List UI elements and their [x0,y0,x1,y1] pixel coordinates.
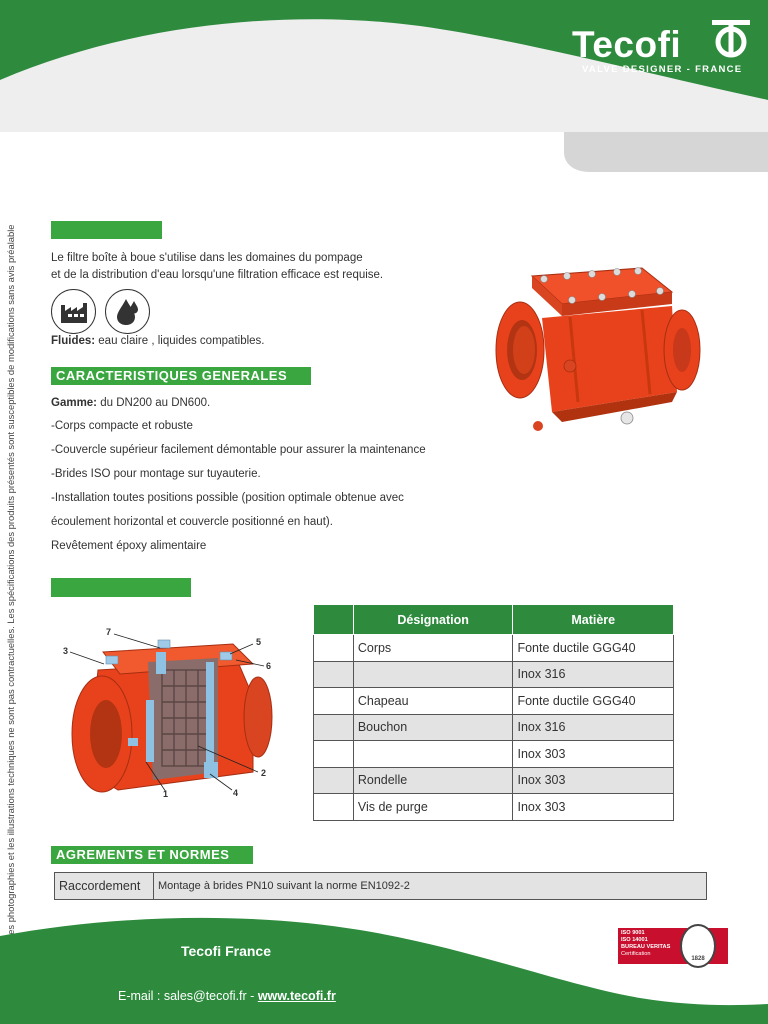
cell-matiere: Inox 303 [513,741,674,768]
section-header-materials [51,578,191,597]
col-header-matiere: Matière [513,605,674,635]
legal-disclaimer: Les photographies et les illustrations techniques ne sont pas contractuelles. Les spécifications des produits présentés sont susceptibles de modifications sans avis préalable [5,224,16,940]
table-row [314,794,674,821]
cell-designation: Vis de purge [353,794,513,821]
cert-body: BUREAU VERITAS [621,944,671,950]
cell-matiere: Inox 316 [513,714,674,741]
brand-logo-text: Tecofi [572,24,682,65]
cell-designation [353,661,513,688]
table-row [314,714,674,741]
cert-iso-9001: ISO 9001 [621,930,645,936]
cell-designation: Bouchon [353,714,513,741]
footer-contact [118,989,336,1003]
callout-1: 1 [163,789,169,799]
cutaway-diagram [58,622,280,802]
section-title-agrements: AGREMENTS ET NORMES [51,846,253,864]
feature-line: Revêtement époxy alimentaire [51,540,207,552]
water-drop-icon [105,289,150,334]
cell-designation: Rondelle [353,767,513,794]
col-header-num [314,605,354,635]
tecofi-logo-icon [708,18,754,60]
standards-table [54,872,707,900]
cell-designation [353,741,513,768]
footer-email[interactable]: E-mail : sales@tecofi.fr - [118,989,258,1003]
cell-designation: Corps [353,635,513,662]
callout-7: 7 [106,627,112,637]
gamme-value: du DN200 au DN600. [97,397,211,409]
col-header-designation: Désignation [353,605,513,635]
feature-line: -Brides ISO pour montage sur tuyauterie. [51,468,261,480]
cell-num [314,635,354,662]
cell-num [314,714,354,741]
callout-4: 4 [233,788,239,798]
intro-text [51,250,471,284]
cell-num [314,688,354,715]
fluids-label: Fluides: [51,335,96,347]
cell-matiere: Inox 303 [513,767,674,794]
footer-company: Tecofi France [181,943,271,959]
callout-6: 6 [266,661,272,671]
feature-line: -Installation toutes positions possible (position optimale obtenue avec [51,492,404,504]
brand-tagline: VALVE DESIGNER - FRANCE [582,64,743,75]
cell-num [314,661,354,688]
table-row [314,767,674,794]
gamme-line [51,397,210,409]
feature-line: -Corps compacte et robuste [51,420,193,432]
cell-designation: Chapeau [353,688,513,715]
table-header-row [314,605,674,635]
feature-line: écoulement horizontal et couvercle positionné en haut). [51,516,333,528]
certification-badge [618,928,728,972]
factory-icon [51,289,96,334]
table-row [314,688,674,715]
callout-5: 5 [256,637,262,647]
cert-iso-14001: ISO 14001 [621,937,648,943]
materials-table [313,604,674,821]
cert-label: Certification [621,951,651,957]
cert-red-label [618,928,681,964]
callout-3: 3 [63,646,69,656]
cell-num [314,794,354,821]
table-row [55,873,707,900]
feature-line: -Couvercle supérieur facilement démontable pour assurer la maintenance [51,444,426,456]
gamme-label: Gamme: [51,397,98,409]
cell-matiere: Fonte ductile GGG40 [513,688,674,715]
table-row [314,635,674,662]
product-valve-image [492,262,707,440]
section-title-caracteristiques: CARACTERISTIQUES GENERALES [51,367,311,385]
cell-matiere: Inox 316 [513,661,674,688]
cell-num [314,741,354,768]
intro-line-1: Le filtre boîte à boue s'utilise dans les domaines du pompage [51,252,363,264]
footer-website-link[interactable]: www.tecofi.fr [257,989,336,1003]
standard-value: Montage à brides PN10 suivant la norme EN1092-2 [153,873,706,900]
table-row [314,741,674,768]
cell-num [314,767,354,794]
cell-matiere: Inox 303 [513,794,674,821]
fluids-text [51,333,265,350]
fluids-value: eau claire , liquides compatibles. [95,335,265,347]
section-header-description [51,221,162,239]
bureau-veritas-seal-icon [680,924,716,968]
cell-matiere: Fonte ductile GGG40 [513,635,674,662]
intro-line-2: et de la distribution d'eau lorsqu'une filtration efficace est requise. [51,269,384,281]
callout-2: 2 [261,768,267,778]
cert-year: 1828 [691,956,705,962]
standard-label: Raccordement [55,873,154,900]
table-row [314,661,674,688]
